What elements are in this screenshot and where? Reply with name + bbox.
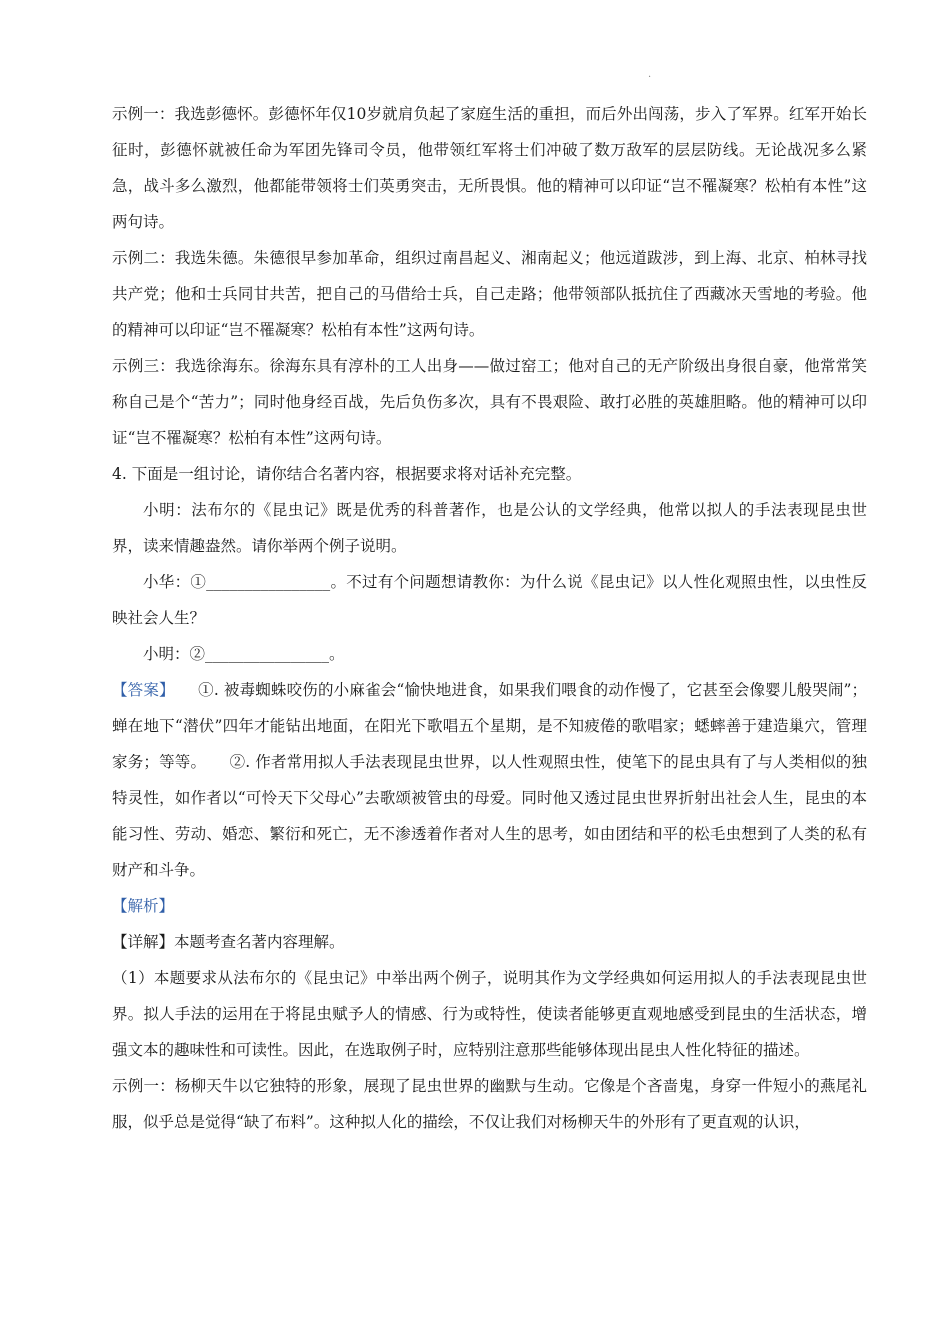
example-peng-dehuai: 示例一：我选彭德怀。彭德怀年仅10岁就肩负起了家庭生活的重担，而后外出闯荡，步入了军界。红军开始长征时，彭德怀就被任命为军团先锋司令员，他带领红军将士们冲破了数万敌军的层层防线。无论战况多么紧急，战斗多么激烈，他都能带领将士们英勇突击，无所畏惧。他的精神可以印证“岂不罹凝寒？松柏有本性”这两句诗。 <box>112 105 867 231</box>
example-zhu-de: 示例二：我选朱德。朱德很早参加革命，组织过南昌起义、湘南起义；他远道跋涉，到上海、北京、柏林寻找共产党；他和士兵同甘共苦，把自己的马借给士兵，自己走路；他带领部队抵抗住了西藏冰天雪地的考验。他的精神可以印证“岂不罹凝寒？松柏有本性”这两句诗。 <box>112 249 867 339</box>
analysis-tag: 【解析】 <box>112 897 175 915</box>
dialogue-xiaohua: 小华：①________________。不过有个问题想请教你：为什么说《昆虫记》以人性化观照虫性，以虫性反映社会人生？ <box>112 573 867 627</box>
dialogue-xiaoming-1: 小明：法布尔的《昆虫记》既是优秀的科普著作，也是公认的文学经典，他常以拟人的手法表现昆虫世界，读来情趣盎然。请你举两个例子说明。 <box>112 501 867 555</box>
question-4-stem: 4. 下面是一组讨论，请你结合名著内容，根据要求将对话补充完整。 <box>112 465 582 483</box>
analysis-part-1: （1）本题要求从法布尔的《昆虫记》中举出两个例子，说明其作为文学经典如何运用拟人的手法表现昆虫世界。拟人手法的运用在于将昆虫赋予人的情感、行为或特性，使读者能够更直观地感受到昆虫的生活状态，增强文本的趣味性和可读性。因此，在选取例子时，应特别注意那些能够体现出昆虫人性化特征的描述。 <box>112 969 867 1059</box>
dialogue-xiaoming-2: 小明：②________________。 <box>143 645 345 663</box>
answer-part-2: ②. 作者常用拟人手法表现昆虫世界，以人性观照虫性，使笔下的昆虫具有了与人类相似的独特灵性，如作者以“可怜天下父母心”去歌颂被管虫的母爱。同时他又透过昆虫世界折射出社会人生，昆虫的本能习性、劳动、婚恋、繁衍和死亡，无不渗透着作者对人生的思考，如由团结和平的松毛虫想到了人类的私有财产和斗争。 <box>112 753 867 879</box>
answer-paragraph <box>112 672 867 888</box>
document-page <box>112 96 867 1140</box>
example-yangliu-tianniu: 示例一：杨柳天牛以它独特的形象，展现了昆虫世界的幽默与生动。它像是个吝啬鬼，身穿一件短小的燕尾礼服，似乎总是觉得“缺了布料”。这种拟人化的描绘，不仅让我们对杨柳天牛的外形有了更直观的认识， <box>112 1077 867 1131</box>
answer-tag: 【答案】 <box>112 681 175 699</box>
detail-line: 【详解】本题考查名著内容理解。 <box>112 933 345 951</box>
answer-part-1: ①. 被毒蜘蛛咬伤的小麻雀会“愉快地进食，如果我们喂食的动作慢了，它甚至会像婴儿般哭闹”；蝉在地下“潜伏”四年才能钻出地面，在阳光下歌唱五个星期，是不知疲倦的歌唱家；蟋蟀善于建造巢穴，管理家务；等等。 <box>112 681 867 771</box>
example-xu-haidong: 示例三：我选徐海东。徐海东具有淳朴的工人出身——做过窑工；他对自己的无产阶级出身很自豪，他常常笑称自己是个“苦力”；同时他身经百战，先后负伤多次，具有不畏艰险、敢打必胜的英雄胆略。他的精神可以印证“岂不罹凝寒？松柏有本性”这两句诗。 <box>112 357 867 447</box>
header-mark: · <box>648 72 652 83</box>
